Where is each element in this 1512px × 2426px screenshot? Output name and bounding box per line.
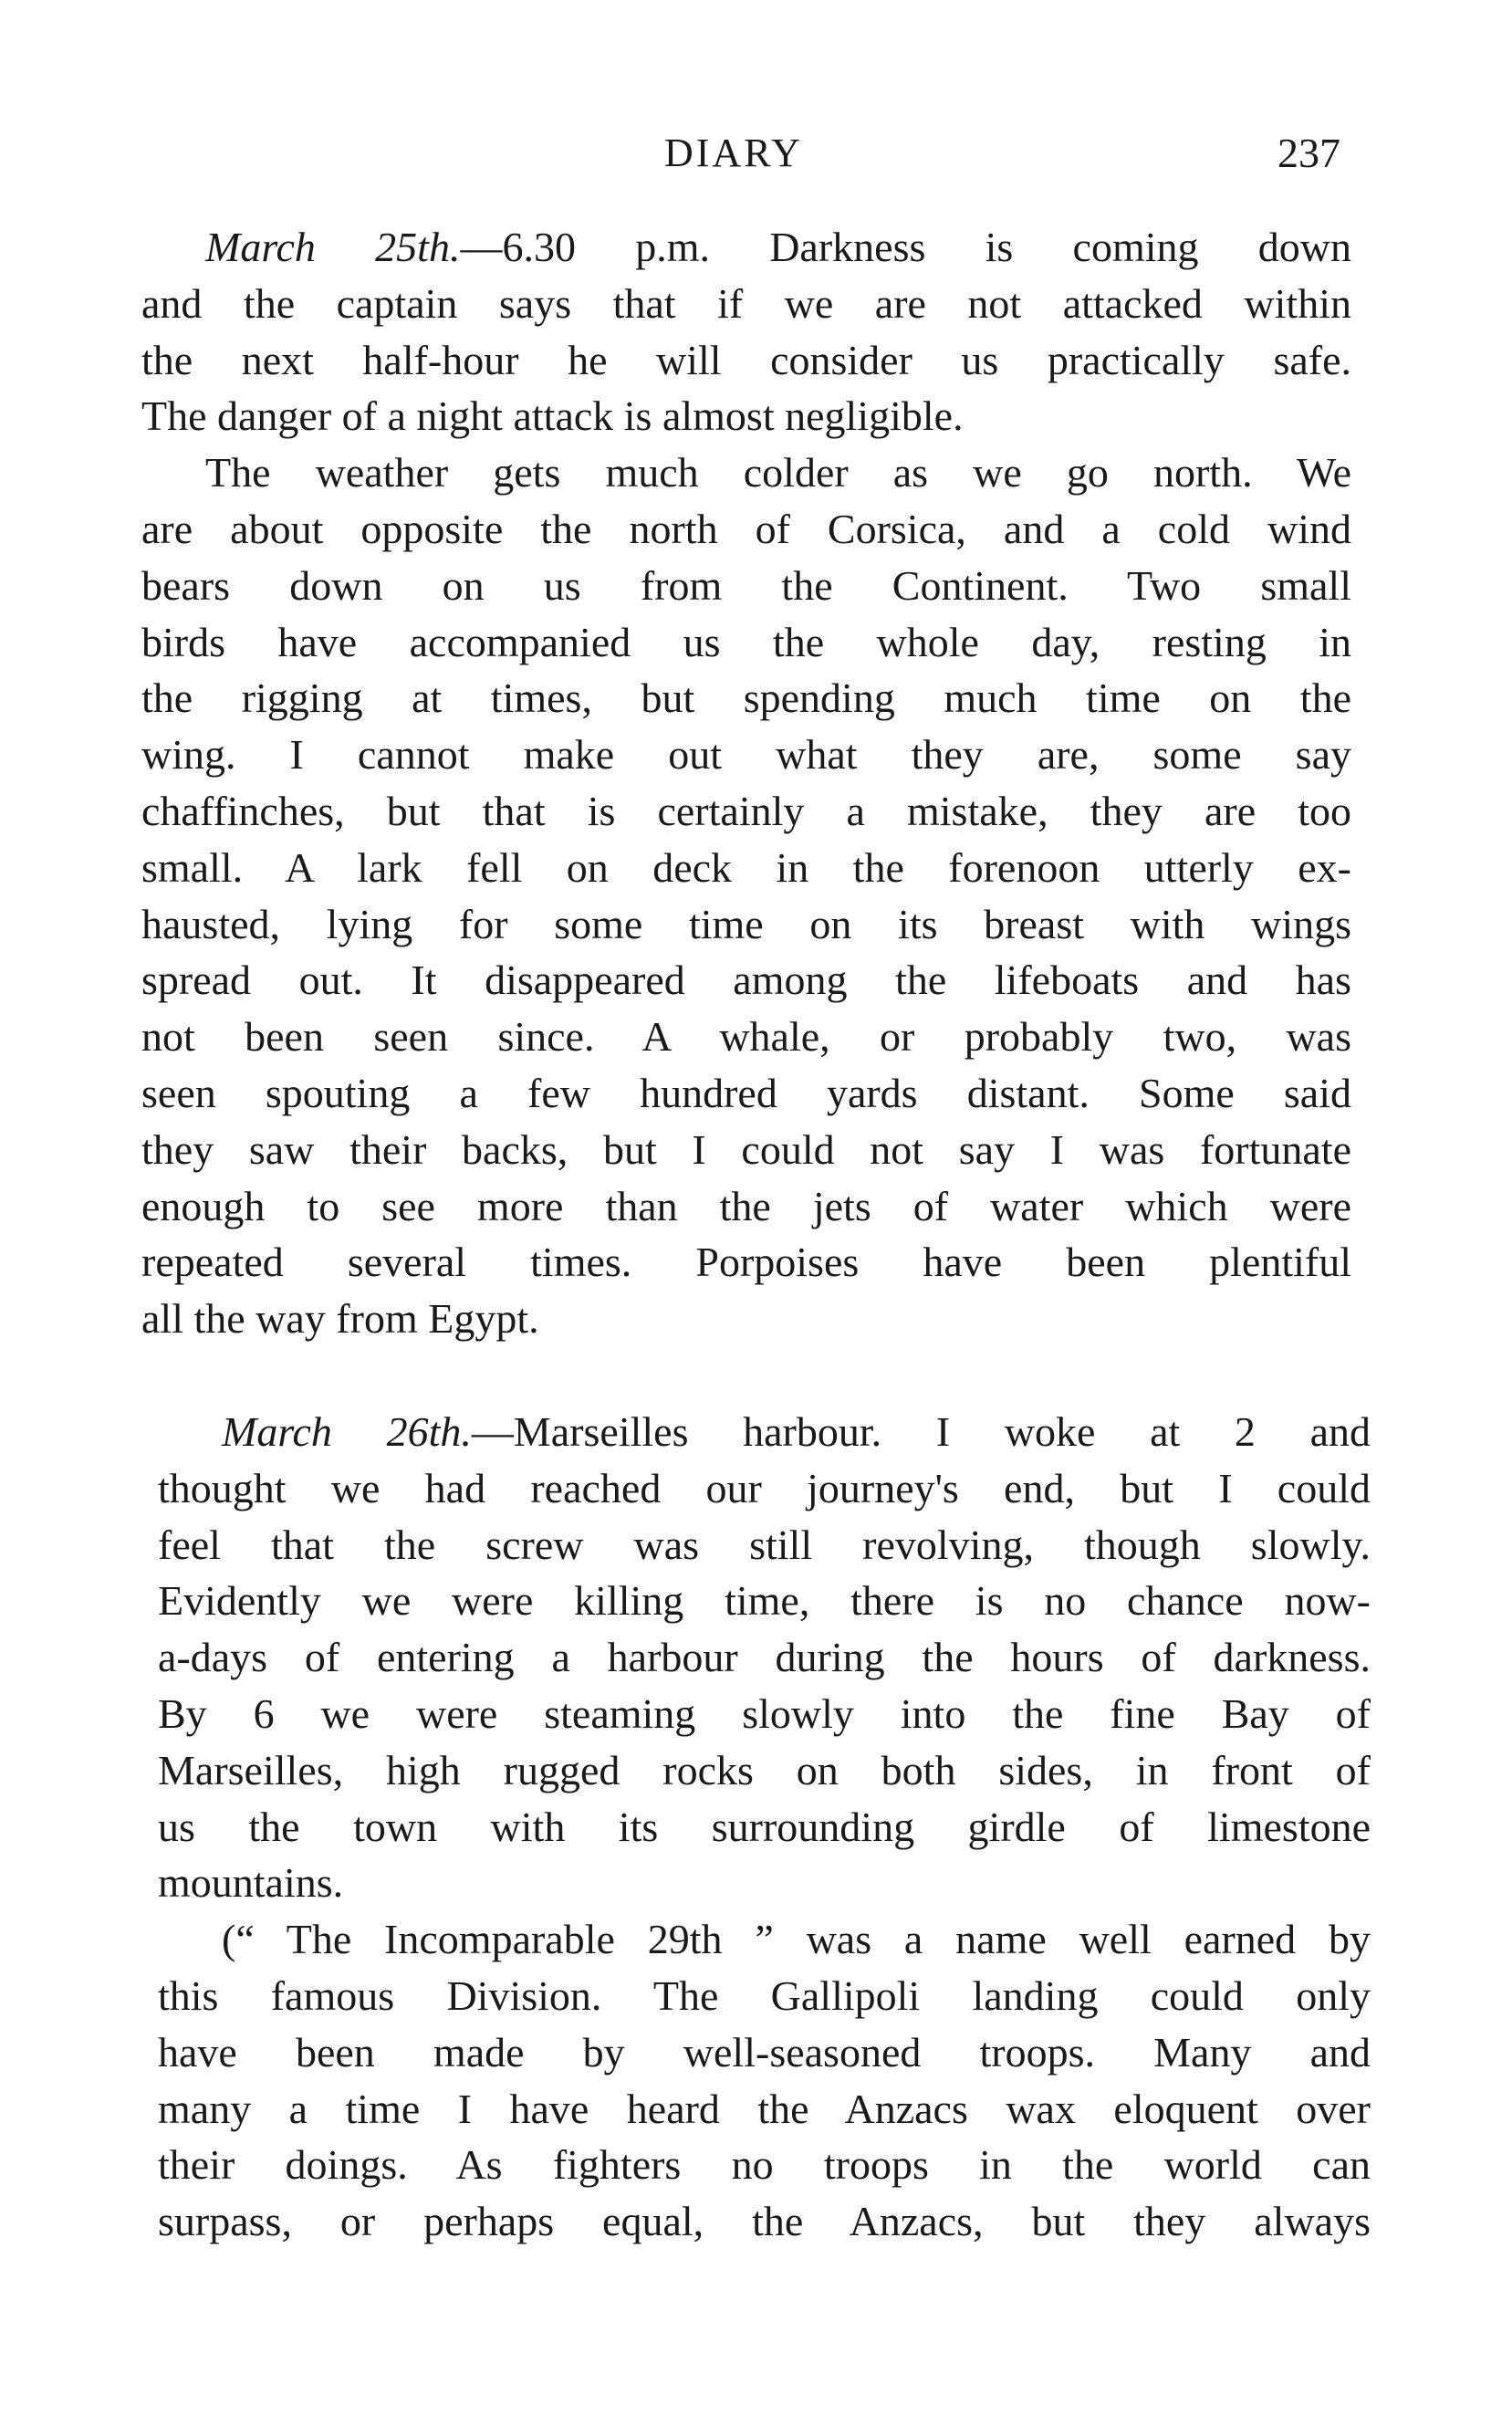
- text-line: [141, 332, 1351, 389]
- entry-date: March 26th.: [222, 1408, 472, 1455]
- line-text: hausted, lying for some time on its breast with wings: [141, 900, 1351, 947]
- line-text: not been seen since. A whale, or probably two, was: [141, 1013, 1351, 1061]
- text-line: [158, 1404, 1371, 1460]
- text-line: [158, 1911, 1371, 1968]
- line-text: mountains.: [158, 1859, 344, 1907]
- text-line: [141, 219, 1351, 276]
- text-line: [141, 896, 1351, 953]
- line-text: small. A lark fell on deck in the forenoon utterly ex-: [141, 843, 1351, 891]
- text-line: [141, 1234, 1351, 1291]
- line-text: the next half-hour he will consider us practically safe.: [141, 336, 1351, 383]
- text-line: [141, 670, 1351, 727]
- text-line: [158, 1517, 1371, 1574]
- text-line: [158, 1460, 1371, 1517]
- line-text: The danger of a night attack is almost negligible.: [141, 392, 964, 440]
- line-text: —6.30 p.m. Darkness is coming down: [460, 224, 1351, 270]
- text-line: [141, 614, 1351, 671]
- running-title: DIARY: [664, 131, 803, 175]
- line-text: are about opposite the north of Corsica, and a cold wind: [141, 505, 1351, 552]
- line-text: this famous Division. The Gallipoli landing could only: [158, 1971, 1371, 2019]
- line-text: chaffinches, but that is certainly a mistake, they are too: [141, 787, 1351, 834]
- line-text: bears down on us from the Continent. Two small: [141, 561, 1351, 609]
- text-line: [158, 1686, 1371, 1742]
- line-text: —Marseilles harbour. I woke at 2 and: [471, 1408, 1371, 1455]
- line-text: seen spouting a few hundred yards distant. Some said: [141, 1069, 1351, 1116]
- text-line: [158, 1742, 1371, 1799]
- line-text: spread out. It disappeared among the lifeboats and has: [141, 957, 1351, 1004]
- line-text: (“ The Incomparable 29th ” was a name well earned by: [222, 1916, 1371, 1963]
- text-line: [158, 2137, 1371, 2193]
- text-line: [141, 1291, 1351, 1347]
- line-text: us the town with its surrounding girdle of limestone: [158, 1803, 1371, 1850]
- line-text: many a time I have heard the Anzacs wax eloquent over: [158, 2085, 1371, 2132]
- line-text: By 6 we were steaming slowly into the fine Bay of: [158, 1689, 1371, 1737]
- text-line: [141, 840, 1351, 896]
- line-text: birds have accompanied us the whole day, resting in: [141, 618, 1351, 665]
- line-text: Marseilles, high rugged rocks on both sides, in front of: [158, 1746, 1371, 1793]
- text-line: [141, 783, 1351, 840]
- page-number: 237: [1277, 130, 1340, 176]
- text-line: [141, 1009, 1351, 1065]
- line-text: enough to see more than the jets of water which were: [141, 1182, 1351, 1229]
- line-text: a-days of entering a harbour during the hours of darkness.: [158, 1634, 1371, 1681]
- line-text: and the captain says that if we are not attacked within: [141, 279, 1351, 327]
- line-text: all the way from Egypt.: [141, 1295, 539, 1343]
- line-text: feel that the screw was still revolving, though slowly.: [158, 1521, 1371, 1568]
- line-text: they saw their backs, but I could not say I was fortunate: [141, 1125, 1351, 1173]
- text-line: [141, 1178, 1351, 1235]
- text-line: [141, 501, 1351, 558]
- text-line: [158, 1573, 1371, 1629]
- text-line: [141, 558, 1351, 614]
- line-text: the rigging at times, but spending much time on the: [141, 674, 1351, 722]
- text-line: [158, 1799, 1371, 1856]
- line-text: wing. I cannot make out what they are, some say: [141, 731, 1351, 779]
- line-text: repeated several times. Porpoises have been plentiful: [141, 1239, 1351, 1286]
- line-text: have been made by well-seasoned troops. Many and: [158, 2028, 1371, 2076]
- text-line: [158, 1629, 1371, 1686]
- text-line: [158, 2193, 1371, 2250]
- entry-date: March 25th.: [205, 224, 461, 270]
- diary-entry-march-25: [141, 219, 1351, 1347]
- text-line: [141, 276, 1351, 332]
- line-text: thought we had reached our journey's end, but I could: [158, 1464, 1371, 1511]
- text-line: [141, 727, 1351, 783]
- text-line: [158, 2081, 1371, 2138]
- line-text: The weather gets much colder as we go north. We: [205, 449, 1351, 497]
- text-line: [158, 2024, 1371, 2081]
- text-line: [141, 444, 1351, 501]
- text-line: [141, 388, 1351, 444]
- line-text: their doings. As fighters no troops in the world can: [158, 2141, 1371, 2189]
- line-text: Evidently we were killing time, there is no chance now-: [158, 1577, 1371, 1625]
- text-line: [141, 952, 1351, 1009]
- page-header: [0, 126, 1512, 181]
- text-line: [141, 1122, 1351, 1178]
- diary-entry-march-26: [158, 1404, 1371, 2250]
- text-line: [141, 1065, 1351, 1122]
- line-text: surpass, or perhaps equal, the Anzacs, but they always: [158, 2198, 1371, 2245]
- text-line: [158, 1968, 1371, 2024]
- text-line: [158, 1855, 1371, 1911]
